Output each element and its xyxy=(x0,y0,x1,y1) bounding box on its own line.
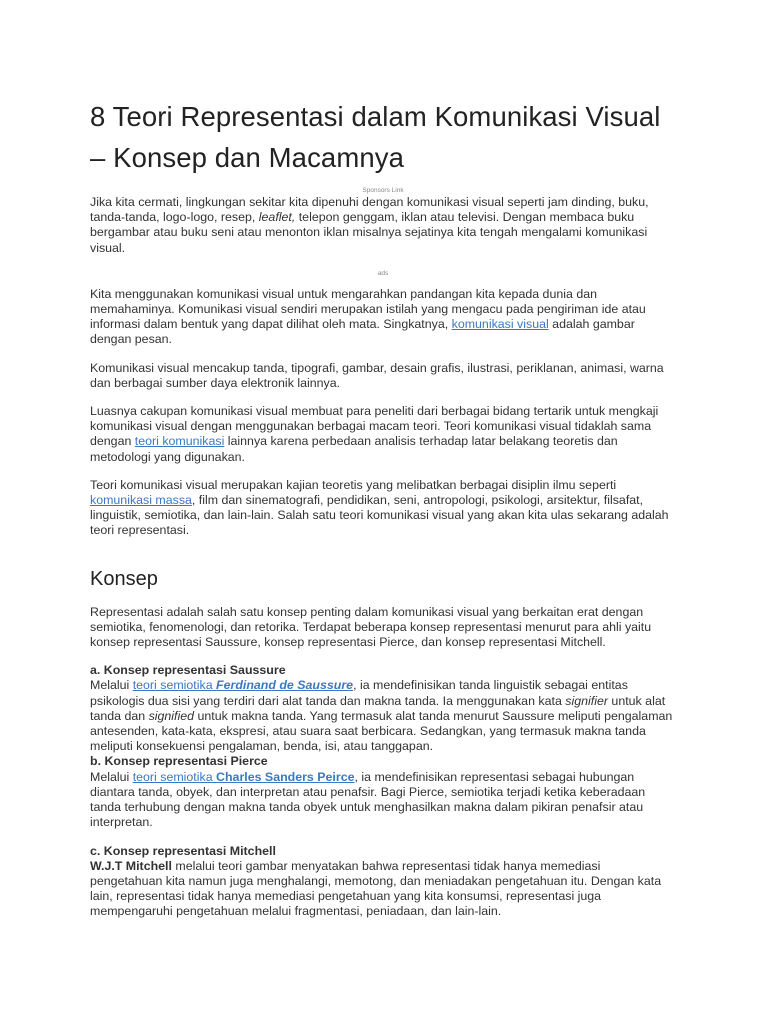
intro-paragraph-5 xyxy=(90,478,676,539)
konsep-a-lead: Melalui xyxy=(90,678,133,693)
section-heading-konsep: Konsep xyxy=(90,567,158,590)
intro-paragraph-1 xyxy=(90,195,676,256)
konsep-b-lead: Melalui xyxy=(90,769,133,784)
intro-p1-text-a: Jika kita cermati, lingkungan sekitar kita dipenuhi dengan komunikasi visual seperti jam dinding, buku, tanda-tanda, logo-logo, resep, xyxy=(90,195,649,225)
link-komunikasi-visual[interactable]: komunikasi visual xyxy=(451,317,549,332)
intro-p4-text-a: Luasnya cakupan komunikasi visual membuat para peneliti dari berbagai bidang tertarik untuk mengkaji komunikasi visual dengan menggunakan berbagai macam teori. Teori komunikasi visual tidaklah sama dengan xyxy=(90,404,659,449)
intro-p5-text-a: Teori komunikasi visual merupakan kajian teoretis yang melibatkan berbagai disiplin ilmu seperti xyxy=(90,477,617,492)
link-saussure-prefix: teori semiotika xyxy=(132,678,217,693)
link-peirce-name: Charles Sanders Peirce xyxy=(216,769,355,784)
intro-p5-text-b: , film dan sinematografi, pendidikan, seni, antropologi, psikologi, arsitektur, filsafat, linguistik, semiotika, dan lain-lain. Salah satu teori komunikasi visual yang akan kita ulas sekarang adalah teori representasi. xyxy=(90,493,669,538)
konsep-a-heading: a. Konsep representasi Saussure xyxy=(90,663,286,678)
konsep-c-heading: c. Konsep representasi Mitchell xyxy=(90,843,276,858)
link-peirce-prefix: teori semiotika xyxy=(132,769,217,784)
intro-p1-text-b: telepon genggam, iklan atau televisi. Dengan membaca buku bergambar atau buku seni atau menonton iklan misalnya sejatinya kita tengah mengalami komunikasi visual. xyxy=(90,210,648,255)
konsep-a-italic-signified: signified xyxy=(148,708,195,723)
konsep-b-heading: b. Konsep representasi Pierce xyxy=(90,754,268,769)
konsep-a-text-1: , ia mendefinisikan tanda linguistik sebagai entitas psikologis dua sisi yang terdiri dari alat tanda dan makna tanda. Ia menggunakan kata xyxy=(90,678,628,708)
konsep-a-text-2: untuk alat tanda dan xyxy=(90,693,666,723)
link-teori-komunikasi[interactable]: teori komunikasi xyxy=(134,434,225,449)
page-title: 8 Teori Representasi dalam Komunikasi Visual – Konsep dan Macamnya xyxy=(90,101,661,173)
link-teori-semiotika-saussure[interactable] xyxy=(133,678,353,692)
link-teori-semiotika-peirce[interactable] xyxy=(133,770,355,784)
konsep-c-text-1: melalui teori gambar menyatakan bahwa representasi tidak hanya memediasi pengetahuan kita namun juga menghalangi, memotong, dan meniadakan pengetahuan itu. Dengan kata lain, representasi tidak hanya memediasi pengetahuan yang kita konsumsi, representasi juga mempengaruhi pengetahuan melalui fragmentasi, peniadaan, dan lain-lain. xyxy=(90,858,662,919)
konsep-paragraph-1: Representasi adalah salah satu konsep penting dalam komunikasi visual yang berkaitan erat dengan semiotika, fenomenologi, dan retorika. Terdapat beberapa konsep representasi menurut para ahli yaitu konsep representasi Saussure, konsep representasi Pierce, dan konsep representasi Mitchell. xyxy=(90,604,652,650)
intro-p1-italic: leaflet, xyxy=(258,210,296,225)
intro-p4-text-b: lainnya karena perbedaan analisis terhadap latar belakang teoretis dan metodologi yang digunakan. xyxy=(90,434,618,464)
konsep-a-text-3: untuk makna tanda. Yang termasuk alat tanda menurut Saussure meliputi pengalaman antesenden, kata-kata, ekspresi, atau suara saat berbicara. Sedangkan, yang termasuk makna tanda meliputi konsekuensi pengalaman, benda, isi, atau tanggapan. xyxy=(90,708,673,754)
konsep-a-paragraph xyxy=(90,678,676,754)
konsep-c-strong-mitchell: W.J.T Mitchell xyxy=(90,858,172,873)
konsep-c-block xyxy=(90,844,676,920)
konsep-c-paragraph xyxy=(90,859,676,920)
intro-p2-text-a: Kita menggunakan komunikasi visual untuk mengarahkan pandangan kita kepada dunia dan memahaminya. Komunikasi visual sendiri merupakan istilah yang mengacu pada pengiriman ide atau informasi dalam bentuk yang dapat dilihat oleh mata. Singkatnya, xyxy=(90,286,646,332)
konsep-a-block xyxy=(90,663,676,830)
konsep-b-text-1: , ia mendefinisikan representasi sebagai hubungan diantara tanda, obyek, dan interpretan atau penafsir. Bagi Pierce, semiotika terjadi ketika keberadaan tanda terhubung dengan makna tanda obyek untuk menghasilkan makna dalam pikiran penafsir atau interpretan. xyxy=(90,769,646,830)
link-saussure-name: Ferdinand de Saussure xyxy=(216,678,354,693)
article xyxy=(90,0,676,920)
sponsor-label: Sponsors Link xyxy=(362,187,404,194)
konsep-b-paragraph xyxy=(90,770,676,831)
link-komunikasi-massa[interactable]: komunikasi massa xyxy=(90,493,192,508)
intro-paragraph-4 xyxy=(90,404,676,465)
konsep-a-italic-signifier: signifier xyxy=(565,693,608,708)
intro-paragraph-2 xyxy=(90,287,676,348)
intro-p2-text-b: adalah gambar dengan pesan. xyxy=(90,317,635,347)
ads-label: ads xyxy=(377,269,389,277)
intro-paragraph-3: Komunikasi visual mencakup tanda, tipografi, gambar, desain grafis, ilustrasi, periklanan, animasi, warna dan berbagai sumber daya elektronik lainnya. xyxy=(90,360,664,390)
